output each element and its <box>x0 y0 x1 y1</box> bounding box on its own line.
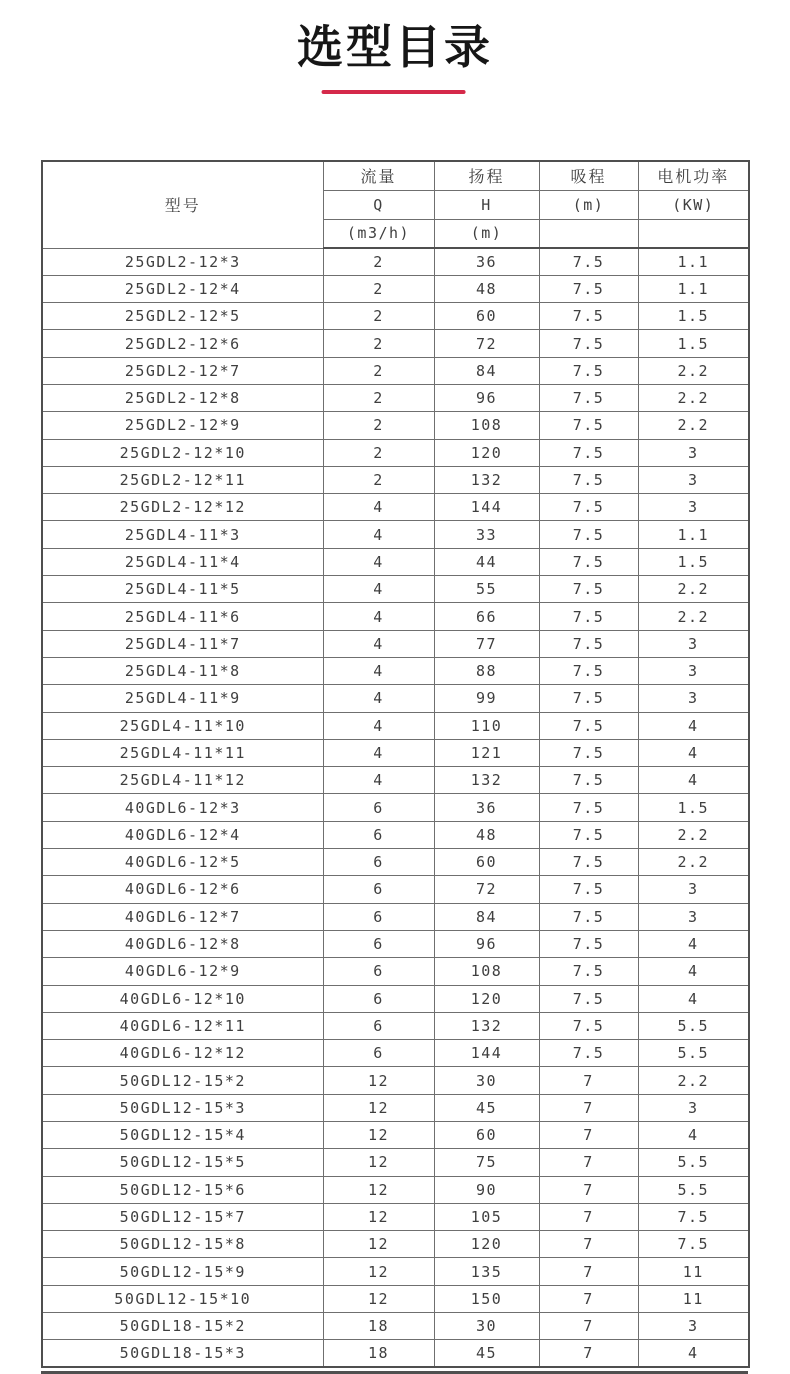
value-cell: 11 <box>638 1258 749 1285</box>
value-cell: 60 <box>434 1122 539 1149</box>
value-cell: 4 <box>638 1340 749 1367</box>
value-cell: 120 <box>434 985 539 1012</box>
value-cell: 7.5 <box>638 1203 749 1230</box>
value-cell: 2.2 <box>638 1067 749 1094</box>
value-cell: 3 <box>638 1313 749 1340</box>
table-row <box>42 1231 749 1258</box>
model-cell: 25GDL4-11*7 <box>42 630 323 657</box>
value-cell: 3 <box>638 439 749 466</box>
value-cell: 6 <box>323 849 434 876</box>
model-cell: 40GDL6-12*7 <box>42 903 323 930</box>
column-header-flow: 流量 <box>323 161 434 190</box>
value-cell: 108 <box>434 412 539 439</box>
model-cell: 40GDL6-12*6 <box>42 876 323 903</box>
value-cell: 7.5 <box>539 412 638 439</box>
value-cell: 12 <box>323 1203 434 1230</box>
value-cell: 3 <box>638 876 749 903</box>
model-cell: 25GDL4-11*9 <box>42 685 323 712</box>
value-cell: 4 <box>323 657 434 684</box>
value-cell: 7.5 <box>539 384 638 411</box>
model-cell: 50GDL12-15*6 <box>42 1176 323 1203</box>
value-cell: 3 <box>638 1094 749 1121</box>
model-cell: 40GDL6-12*10 <box>42 985 323 1012</box>
value-cell: 12 <box>323 1122 434 1149</box>
value-cell: 7 <box>539 1231 638 1258</box>
value-cell: 7.5 <box>539 821 638 848</box>
table-row <box>42 548 749 575</box>
model-cell: 25GDL2-12*11 <box>42 466 323 493</box>
table-header <box>42 161 749 248</box>
model-cell: 50GDL12-15*4 <box>42 1122 323 1149</box>
value-cell: 1.5 <box>638 548 749 575</box>
table-row <box>42 1176 749 1203</box>
value-cell: 132 <box>434 466 539 493</box>
table-row <box>42 603 749 630</box>
value-cell: 2 <box>323 275 434 302</box>
value-cell: 3 <box>638 903 749 930</box>
value-cell: 7 <box>539 1149 638 1176</box>
column-header-head-symbol: H <box>434 190 539 219</box>
value-cell: 3 <box>638 630 749 657</box>
value-cell: 6 <box>323 958 434 985</box>
table-row <box>42 903 749 930</box>
value-cell: 135 <box>434 1258 539 1285</box>
value-cell: 6 <box>323 930 434 957</box>
value-cell: 7.5 <box>539 1040 638 1067</box>
model-cell: 40GDL6-12*8 <box>42 930 323 957</box>
value-cell: 72 <box>434 876 539 903</box>
value-cell: 4 <box>323 685 434 712</box>
value-cell: 1.5 <box>638 330 749 357</box>
model-cell: 40GDL6-12*9 <box>42 958 323 985</box>
value-cell: 7.5 <box>539 985 638 1012</box>
table-row <box>42 412 749 439</box>
table-row <box>42 275 749 302</box>
pump-selection-table <box>41 160 750 1368</box>
model-cell: 50GDL12-15*3 <box>42 1094 323 1121</box>
value-cell: 4 <box>638 739 749 766</box>
value-cell: 120 <box>434 439 539 466</box>
model-cell: 25GDL4-11*11 <box>42 739 323 766</box>
value-cell: 7 <box>539 1122 638 1149</box>
value-cell: 7.5 <box>638 1231 749 1258</box>
value-cell: 7.5 <box>539 712 638 739</box>
table-row <box>42 439 749 466</box>
value-cell: 6 <box>323 821 434 848</box>
value-cell: 7.5 <box>539 930 638 957</box>
value-cell: 1.5 <box>638 303 749 330</box>
model-cell: 25GDL2-12*9 <box>42 412 323 439</box>
model-cell: 40GDL6-12*12 <box>42 1040 323 1067</box>
model-cell: 50GDL12-15*8 <box>42 1231 323 1258</box>
value-cell: 7 <box>539 1094 638 1121</box>
value-cell: 7.5 <box>539 685 638 712</box>
value-cell: 2 <box>323 248 434 275</box>
value-cell: 7.5 <box>539 494 638 521</box>
value-cell: 48 <box>434 275 539 302</box>
value-cell: 77 <box>434 630 539 657</box>
value-cell: 2.2 <box>638 849 749 876</box>
value-cell: 2.2 <box>638 603 749 630</box>
value-cell: 6 <box>323 1040 434 1067</box>
value-cell: 7.5 <box>539 903 638 930</box>
value-cell: 12 <box>323 1176 434 1203</box>
value-cell: 7 <box>539 1340 638 1367</box>
value-cell: 7.5 <box>539 657 638 684</box>
value-cell: 72 <box>434 330 539 357</box>
column-header-power: 电机功率 <box>638 161 749 190</box>
value-cell: 7 <box>539 1176 638 1203</box>
column-header-flow-unit: (m3/h) <box>323 219 434 248</box>
table-row <box>42 1258 749 1285</box>
table-row <box>42 1067 749 1094</box>
value-cell: 4 <box>323 521 434 548</box>
value-cell: 1.1 <box>638 521 749 548</box>
table-row <box>42 1203 749 1230</box>
model-cell: 25GDL4-11*12 <box>42 767 323 794</box>
value-cell: 88 <box>434 657 539 684</box>
value-cell: 2 <box>323 357 434 384</box>
value-cell: 7.5 <box>539 630 638 657</box>
value-cell: 2.2 <box>638 821 749 848</box>
value-cell: 12 <box>323 1258 434 1285</box>
table-row <box>42 712 749 739</box>
value-cell: 4 <box>323 630 434 657</box>
value-cell: 18 <box>323 1313 434 1340</box>
table-row <box>42 1285 749 1312</box>
value-cell: 36 <box>434 794 539 821</box>
value-cell: 2 <box>323 303 434 330</box>
column-header-suction-empty <box>539 219 638 248</box>
model-cell: 25GDL2-12*4 <box>42 275 323 302</box>
model-cell: 25GDL2-12*6 <box>42 330 323 357</box>
value-cell: 132 <box>434 767 539 794</box>
model-cell: 40GDL6-12*5 <box>42 849 323 876</box>
value-cell: 18 <box>323 1340 434 1367</box>
value-cell: 1.1 <box>638 248 749 275</box>
value-cell: 4 <box>323 739 434 766</box>
value-cell: 121 <box>434 739 539 766</box>
value-cell: 44 <box>434 548 539 575</box>
value-cell: 12 <box>323 1149 434 1176</box>
value-cell: 4 <box>638 930 749 957</box>
table-body <box>42 248 749 1367</box>
value-cell: 5.5 <box>638 1176 749 1203</box>
table-row <box>42 1122 749 1149</box>
value-cell: 3 <box>638 657 749 684</box>
value-cell: 7.5 <box>539 603 638 630</box>
model-cell: 25GDL4-11*4 <box>42 548 323 575</box>
table-row <box>42 384 749 411</box>
value-cell: 7.5 <box>539 248 638 275</box>
model-cell: 25GDL2-12*8 <box>42 384 323 411</box>
value-cell: 6 <box>323 903 434 930</box>
model-cell: 25GDL4-11*10 <box>42 712 323 739</box>
value-cell: 7.5 <box>539 275 638 302</box>
table-row <box>42 630 749 657</box>
model-cell: 50GDL12-15*5 <box>42 1149 323 1176</box>
value-cell: 2 <box>323 439 434 466</box>
value-cell: 6 <box>323 794 434 821</box>
value-cell: 1.5 <box>638 794 749 821</box>
value-cell: 2 <box>323 330 434 357</box>
value-cell: 48 <box>434 821 539 848</box>
value-cell: 7.5 <box>539 439 638 466</box>
model-cell: 40GDL6-12*3 <box>42 794 323 821</box>
value-cell: 7.5 <box>539 357 638 384</box>
column-header-power-unit: (KW) <box>638 190 749 219</box>
column-header-flow-symbol: Q <box>323 190 434 219</box>
value-cell: 96 <box>434 930 539 957</box>
value-cell: 4 <box>323 576 434 603</box>
value-cell: 90 <box>434 1176 539 1203</box>
value-cell: 105 <box>434 1203 539 1230</box>
value-cell: 7 <box>539 1285 638 1312</box>
value-cell: 7.5 <box>539 330 638 357</box>
value-cell: 4 <box>638 985 749 1012</box>
value-cell: 7.5 <box>539 1012 638 1039</box>
model-cell: 25GDL4-11*3 <box>42 521 323 548</box>
value-cell: 33 <box>434 521 539 548</box>
value-cell: 5.5 <box>638 1012 749 1039</box>
value-cell: 66 <box>434 603 539 630</box>
model-cell: 50GDL12-15*9 <box>42 1258 323 1285</box>
value-cell: 7.5 <box>539 466 638 493</box>
value-cell: 4 <box>323 494 434 521</box>
value-cell: 3 <box>638 466 749 493</box>
value-cell: 7.5 <box>539 303 638 330</box>
header-row-1 <box>42 161 749 190</box>
table-row <box>42 739 749 766</box>
value-cell: 7.5 <box>539 794 638 821</box>
model-cell: 25GDL2-12*3 <box>42 248 323 275</box>
column-header-model: 型号 <box>42 161 323 248</box>
table-row <box>42 1094 749 1121</box>
table-row <box>42 494 749 521</box>
table-row <box>42 1149 749 1176</box>
table-row <box>42 958 749 985</box>
value-cell: 4 <box>638 712 749 739</box>
table-row <box>42 1340 749 1367</box>
model-cell: 25GDL4-11*8 <box>42 657 323 684</box>
model-cell: 25GDL2-12*5 <box>42 303 323 330</box>
value-cell: 2.2 <box>638 412 749 439</box>
table-row <box>42 985 749 1012</box>
value-cell: 120 <box>434 1231 539 1258</box>
value-cell: 4 <box>638 958 749 985</box>
page-title: 选型目录 <box>297 21 493 73</box>
table-row <box>42 466 749 493</box>
value-cell: 12 <box>323 1067 434 1094</box>
table-row <box>42 576 749 603</box>
value-cell: 6 <box>323 876 434 903</box>
value-cell: 99 <box>434 685 539 712</box>
table-row <box>42 521 749 548</box>
value-cell: 2 <box>323 384 434 411</box>
column-header-head-unit: (m) <box>434 219 539 248</box>
value-cell: 60 <box>434 849 539 876</box>
value-cell: 11 <box>638 1285 749 1312</box>
value-cell: 7.5 <box>539 958 638 985</box>
value-cell: 4 <box>323 603 434 630</box>
value-cell: 12 <box>323 1285 434 1312</box>
value-cell: 36 <box>434 248 539 275</box>
value-cell: 55 <box>434 576 539 603</box>
value-cell: 144 <box>434 494 539 521</box>
table-row <box>42 1040 749 1067</box>
value-cell: 7 <box>539 1203 638 1230</box>
model-cell: 50GDL12-15*2 <box>42 1067 323 1094</box>
table-row <box>42 794 749 821</box>
value-cell: 6 <box>323 1012 434 1039</box>
value-cell: 7.5 <box>539 767 638 794</box>
value-cell: 4 <box>323 767 434 794</box>
value-cell: 4 <box>323 712 434 739</box>
value-cell: 7 <box>539 1313 638 1340</box>
value-cell: 7 <box>539 1258 638 1285</box>
value-cell: 12 <box>323 1231 434 1258</box>
model-cell: 50GDL18-15*2 <box>42 1313 323 1340</box>
value-cell: 7.5 <box>539 739 638 766</box>
model-cell: 25GDL2-12*7 <box>42 357 323 384</box>
value-cell: 108 <box>434 958 539 985</box>
value-cell: 7.5 <box>539 548 638 575</box>
model-cell: 25GDL2-12*12 <box>42 494 323 521</box>
value-cell: 7 <box>539 1067 638 1094</box>
table-row <box>42 657 749 684</box>
value-cell: 7.5 <box>539 521 638 548</box>
model-cell: 50GDL12-15*7 <box>42 1203 323 1230</box>
value-cell: 144 <box>434 1040 539 1067</box>
value-cell: 5.5 <box>638 1040 749 1067</box>
value-cell: 6 <box>323 985 434 1012</box>
table-row <box>42 1313 749 1340</box>
table-row <box>42 767 749 794</box>
table-row <box>42 248 749 275</box>
column-header-head: 扬程 <box>434 161 539 190</box>
value-cell: 30 <box>434 1313 539 1340</box>
value-cell: 84 <box>434 903 539 930</box>
value-cell: 2 <box>323 466 434 493</box>
value-cell: 4 <box>323 548 434 575</box>
value-cell: 7.5 <box>539 576 638 603</box>
value-cell: 4 <box>638 1122 749 1149</box>
value-cell: 75 <box>434 1149 539 1176</box>
value-cell: 3 <box>638 494 749 521</box>
value-cell: 84 <box>434 357 539 384</box>
value-cell: 45 <box>434 1094 539 1121</box>
column-header-suction-unit: (m) <box>539 190 638 219</box>
table-row <box>42 930 749 957</box>
value-cell: 2.2 <box>638 357 749 384</box>
value-cell: 96 <box>434 384 539 411</box>
value-cell: 45 <box>434 1340 539 1367</box>
table-row <box>42 357 749 384</box>
value-cell: 132 <box>434 1012 539 1039</box>
value-cell: 60 <box>434 303 539 330</box>
table-row <box>42 876 749 903</box>
model-cell: 25GDL4-11*6 <box>42 603 323 630</box>
model-cell: 25GDL4-11*5 <box>42 576 323 603</box>
table-row <box>42 330 749 357</box>
value-cell: 2 <box>323 412 434 439</box>
value-cell: 7.5 <box>539 849 638 876</box>
table-row <box>42 303 749 330</box>
model-cell: 50GDL12-15*10 <box>42 1285 323 1312</box>
value-cell: 7.5 <box>539 876 638 903</box>
value-cell: 3 <box>638 685 749 712</box>
column-header-suction: 吸程 <box>539 161 638 190</box>
table-row <box>42 1012 749 1039</box>
value-cell: 4 <box>638 767 749 794</box>
value-cell: 12 <box>323 1094 434 1121</box>
table-row <box>42 821 749 848</box>
value-cell: 5.5 <box>638 1149 749 1176</box>
model-cell: 50GDL18-15*3 <box>42 1340 323 1367</box>
value-cell: 2.2 <box>638 576 749 603</box>
model-cell: 25GDL2-12*10 <box>42 439 323 466</box>
value-cell: 30 <box>434 1067 539 1094</box>
value-cell: 150 <box>434 1285 539 1312</box>
value-cell: 110 <box>434 712 539 739</box>
table-row <box>42 685 749 712</box>
model-cell: 40GDL6-12*11 <box>42 1012 323 1039</box>
model-cell: 40GDL6-12*4 <box>42 821 323 848</box>
value-cell: 1.1 <box>638 275 749 302</box>
table-row <box>42 849 749 876</box>
column-header-power-empty <box>638 219 749 248</box>
title-underline <box>322 90 466 94</box>
value-cell: 2.2 <box>638 384 749 411</box>
